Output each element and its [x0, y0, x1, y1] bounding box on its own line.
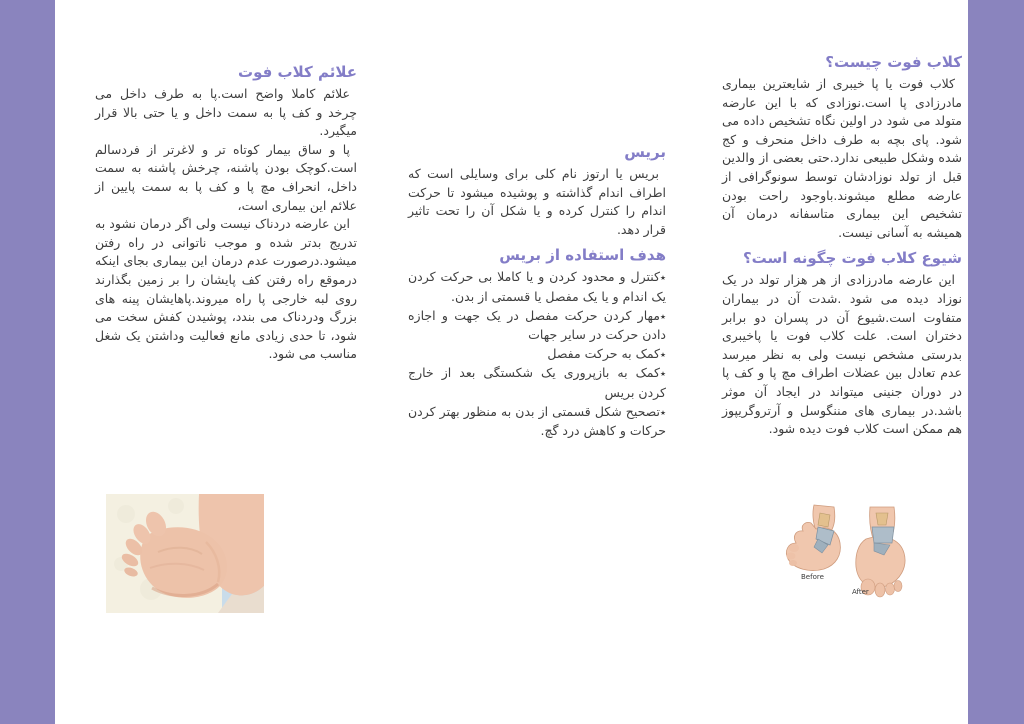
list-item — [408, 307, 666, 345]
heading-prevalence: شیوع کلاب فوت چگونه است؟ — [742, 249, 962, 268]
list-item-text: کمک به حرکت مفصل — [547, 345, 660, 361]
star-bullet-icon: ٭ — [660, 271, 666, 285]
heading-brace-purpose: هدف استفاده از بریس — [499, 246, 666, 265]
list-item-text: کنترل و محدود کردن و یا کاملا بی حرکت کردن یک اندام و یا یک مفصل یا قسمتی از بدن. — [408, 269, 666, 304]
paragraph-symptoms-2: پا و ساق بیمار کوتاه تر و لاغرتر از فردسالم است.کوچک بودن پاشنه، چرخش پاشنه به سمت داخل، انحراف مچ پا و کف پا به سمت پایین از علائم این بیماری است، — [95, 141, 357, 213]
brace-purpose-list — [408, 268, 666, 440]
paragraph-symptoms-1: علائم کاملا واضح است.پا به طرف داخل می چرخد و کف پا به سمت داخل و یا حتی بالا قرار میگیرد. — [95, 86, 357, 139]
baby-clubfoot-photo — [106, 494, 264, 613]
column-symptoms — [95, 62, 357, 364]
heading-what-is-clubfoot: کلاب فوت چیست؟ — [825, 53, 962, 71]
list-item-text: تصحیح شکل قسمتی از بدن به منظور بهتر کردن حرکات و کاهش درد گچ. — [408, 403, 666, 439]
column-brace — [408, 142, 666, 441]
before-after-feet-illustration — [778, 503, 924, 603]
list-item — [408, 403, 666, 441]
paragraph-symptoms-3: این عارضه دردناک نیست ولی اگر درمان نشود به تدریج بدتر شده و موجب ناتوانی در راه رفتن میشود.درصورت عدم درمان این بیماری بجای اینکه درموقع راه رفتن کف پایشان را بر زمین بگذارند روی لبه خارجی پا راه میروند.پاهایشان پینه های بزرگ ودردناک می بندد، پوشیدن کفش سخت می شود، تا حدی زیادی مانع فعالیت وداشتن یک شغل مناسب می شود. — [95, 216, 357, 362]
after-foot — [856, 507, 905, 597]
list-item — [408, 364, 666, 402]
star-bullet-icon: ٭ — [660, 405, 666, 419]
star-bullet-icon: ٭ — [660, 367, 666, 381]
list-item — [408, 268, 666, 306]
right-purple-band — [968, 0, 1024, 724]
list-item-text: کمک به بازپروری یک شکستگی بعد از خارج کردن بریس — [408, 365, 666, 400]
column-what-is-clubfoot — [722, 52, 962, 439]
heading-symptoms: علائم کلاب فوت — [238, 63, 357, 81]
paragraph-what-is-clubfoot: کلاب فوت یا پا خیبری از شایعترین بیماری مادرزادی پا است.نوزادی که با این عارضه متولد می شود در اولین نگاه تشخیص داده می شود. پای بچه به طرف داخل منحرف و کج شده وشکل طبیعی ندارد.حتی بعضی از والدین قبل از تولد نوزادشان توسط سونوگرافی از عارضه مطلع میشوند.باوجود راحت بودن تشخیص این بیماری متاسفانه درمان آن همیشه به آسانی نیست. — [722, 76, 962, 240]
heading-brace: بریس — [624, 143, 666, 161]
after-label: After — [852, 588, 869, 596]
before-foot — [786, 505, 840, 571]
before-after-figure — [778, 503, 924, 603]
paragraph-brace: بریس یا ارتوز نام کلی برای وسایلی است که اطراف اندام گذاشته و پوشیده میشود تا حرکت اندام را کنترل کرده و یا شکل آن را تحت تاثیر قرار دهد. — [408, 166, 666, 237]
list-item — [408, 345, 666, 365]
star-bullet-icon: ٭ — [660, 347, 666, 361]
baby-foot-illustration — [106, 494, 264, 613]
before-label: Before — [801, 573, 824, 581]
left-purple-band — [0, 0, 55, 724]
list-item-text: مهار کردن حرکت مفصل در یک جهت و اجازه دادن حرکت در سایر جهات — [408, 307, 666, 343]
star-bullet-icon: ٭ — [660, 309, 666, 323]
paragraph-prevalence: این عارضه مادرزادی از هر هزار تولد در یک نوزاد دیده می شود .شدت آن در بیماران متفاوت است.شیوع آن در پسران دو برابر دختران است. علت کلاب فوت یا پاخیبری بدرستی مشخص نیست ولی به نظر میرسد عدم تعادل بین عضلات اطراف مچ پا و کف پا در دوران جنینی میتواند در ایجاد آن موثر باشد.در بیماری های مننگوسل و آرتروگریپوز هم ممکن است کلاب فوت دیده شود. — [722, 272, 962, 437]
